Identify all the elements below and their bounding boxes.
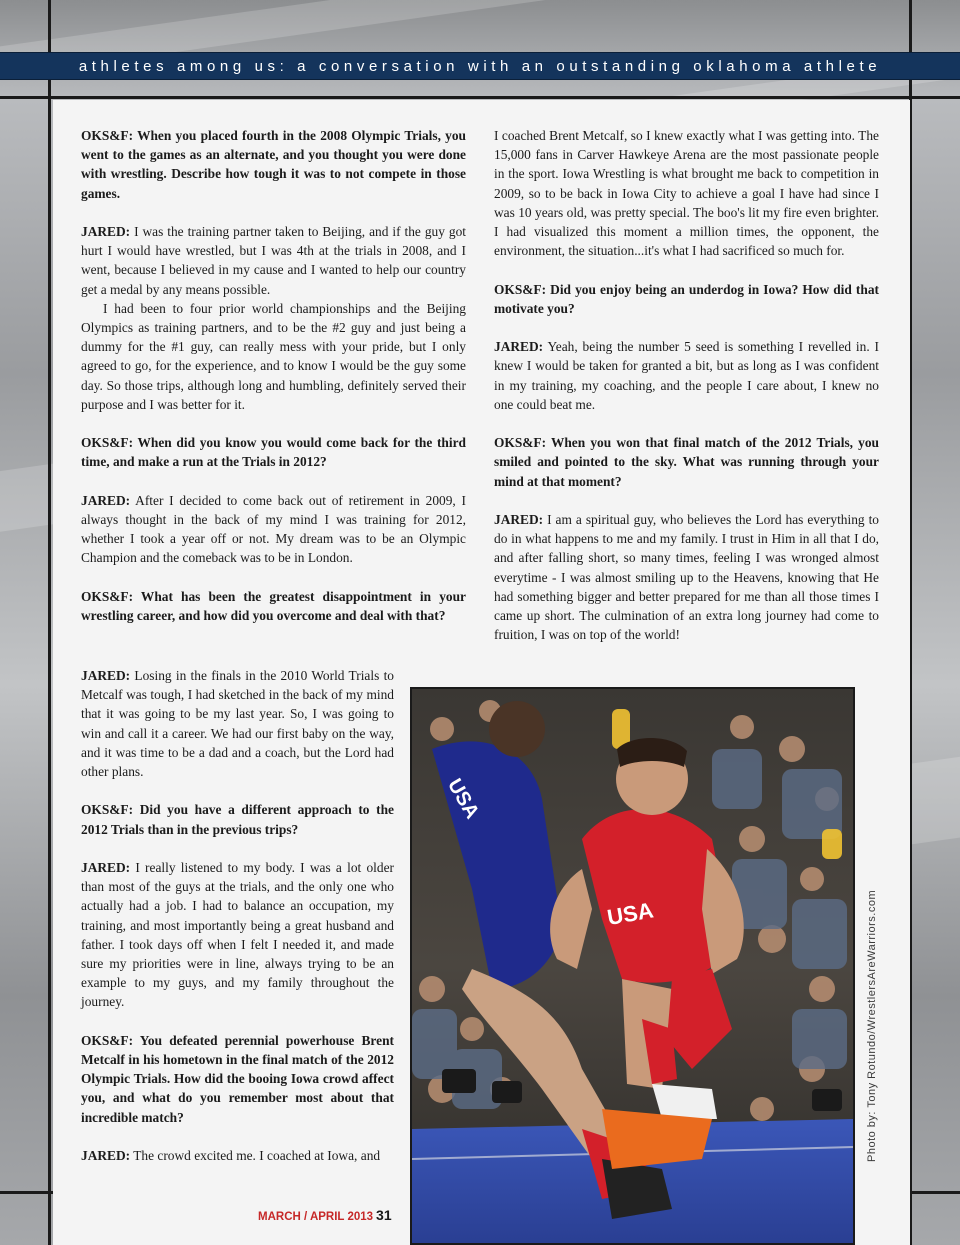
page-footer [258,1207,392,1225]
question-1: OKS&F: When you placed fourth in the 2008 Olympic Trials, you went to the games as an alternate, and you thought you were done with wrestling. Describe how tough it was to not compete in those games. [81,128,466,201]
answer-label: JARED: [494,512,544,527]
answer-1-continued: I had been to four prior world championships and the Beijing Olympics as training partners, and to be the #2 guy and just being a dummy for the #1 guy, can really mess with your pride, but I only agreed to go, for the experience, and to know I would be the guy some day. So those trips, although long and humbling, definitely served their purpose and I was better for it. [81,300,466,412]
answer-7 [494,510,879,644]
answer-1 [81,222,466,299]
answer-6-text: Yeah, being the number 5 seed is something I revelled in. I knew I would be taken for granted a bit, but as long as I was confident in my training, my coaching, and the people I care about, I knew no one could beat me. [494,339,879,412]
question-3: OKS&F: What has been the greatest disappointment in your wrestling career, and how did you overcome and deal with that? [81,588,466,624]
answer-7-text: I am a spiritual guy, who believes the Lord has everything to do in what happens to me and my family. I trust in Him in all that I do, and after falling short, so many times, feeling I was wronged almost everytime - I was almost smiling up to the Heavens, knowing that He had something bigger and better prepared for me than all those times I came up short. The culmination of an extra long journey had come to fruition, I was on top of the world! [494,512,879,643]
header-title: athletes among us: a conversation with an outstanding oklahoma athlete [78,57,882,75]
answer-6 [494,337,879,414]
question-5: OKS&F: You defeated perennial powerhouse Brent Metcalf in his hometown in the final match of the 2012 Olympic Trials. How did the booing Iowa crowd affect you, and what do you remember most about that incredible match? [81,1032,394,1125]
answer-5-continued: I coached Brent Metcalf, so I knew exactly what I was getting into. The 15,000 fans in Carver Hawkeye Arena are the most passionate people in the sport. Iowa Wrestling is what brought me back to competition in 2009, so to be back in Iowa City to achieve a goal I have had since I was 10 years old, was pretty special. The boo's lit my fire even brighter. I had visualized this moment a million times, the opponent, the environment, the situation...it's what I had sacrificed so much for. [494,128,879,259]
answer-2 [81,491,466,568]
header-bar [0,52,960,80]
answer-4-text: I really listened to my body. I was a lot older than most of the guys at the trials, and the only one who actually had a job. I had to balance an occupation, my training, and most importantly being a great husband and father. I took days off when I felt I needed it, and made sure my priorities were in line, always trying to be an example to my guys, and my family throughout the journey. [81,860,394,1010]
article-column-right [494,126,879,664]
answer-5 [81,1146,394,1165]
answer-2-text: After I decided to come back out of retirement in 2009, I always thought in the back of my mind I was training for 2012, whether I took a year off or not. My dream was to be an Olympic Champion and the comeback was to be in London. [81,492,466,566]
answer-3 [81,666,394,781]
question-6: OKS&F: Did you enjoy being an underdog in Iowa? How did that motivate you? [494,281,879,316]
answer-label: JARED: [81,668,131,683]
answer-label: JARED: [81,224,131,239]
question-7: OKS&F: When you won that final match of the 2012 Trials, you smiled and pointed to the sky. What was running through your mind at that moment? [494,435,879,489]
answer-label: JARED: [81,860,131,875]
answer-label: JARED: [81,1148,131,1164]
page-number: 31 [376,1207,392,1223]
wrestling-photo [410,687,855,1245]
question-4: OKS&F: Did you have a different approach to the 2012 Trials than in the previous trips? [81,802,394,837]
answer-3-text: Losing in the finals in the 2010 World Trials to Metcalf was tough, I had sketched in the back of my mind that it was going to be my last year. So, I was going to win and call it a career. We had our first baby on the way, and it was time to be a dad and a coach, but the Lord had other plans. [81,668,394,780]
answer-label: JARED: [81,492,131,508]
article-column-left-top [81,126,466,644]
article-column-left-bottom [81,666,394,1184]
frame-line-top [0,96,960,99]
frame-line-left [48,0,51,1245]
singlet-text-left: USA [443,775,484,823]
answer-5-text: The crowd excited me. I coached at Iowa, and [130,1148,381,1164]
photo-credit: Photo by: Tony Rotundo/WrestlersAreWarriors.com [866,889,878,1162]
answer-1-text: I was the training partner taken to Beijing, and if the guy got hurt I would have wrestled, but I was 4th at the trials in 2008, and I went, because I believed in my cause and I wanted to help our country get a medal by any means possible. [81,224,466,297]
singlet-text-right: USA [605,897,656,931]
answer-4 [81,858,394,1012]
answer-label: JARED: [494,339,544,355]
issue-date: MARCH / APRIL 2013 [258,1211,374,1223]
question-2: OKS&F: When did you know you would come back for the third time, and make a run at the Trials in 2012? [81,435,466,470]
